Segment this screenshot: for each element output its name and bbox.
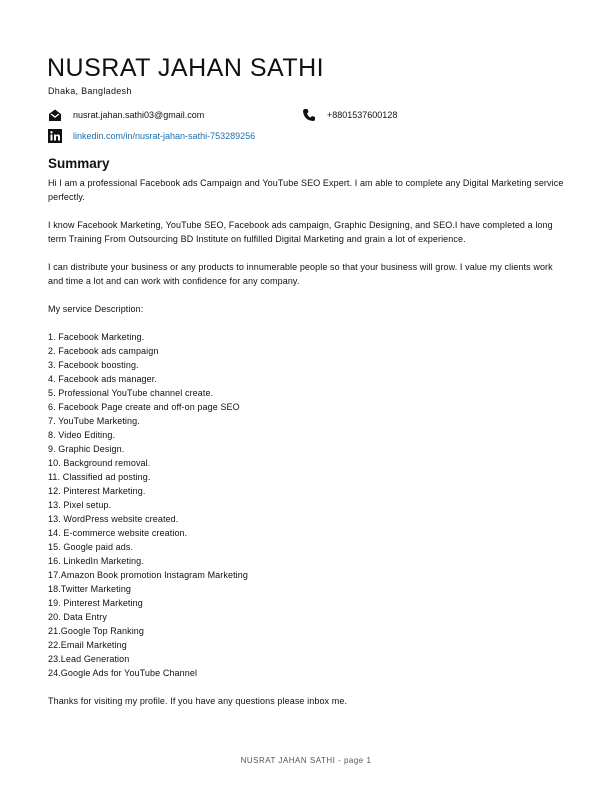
service-item: 1. Facebook Marketing. (48, 332, 145, 342)
service-item: 14. E-commerce website creation. (48, 528, 188, 538)
linkedin-contact (48, 129, 255, 143)
phone-icon (302, 108, 316, 122)
service-item: 20. Data Entry (48, 612, 107, 622)
email-text[interactable]: nusrat.jahan.sathi03@gmail.com (73, 110, 205, 120)
service-item: 6. Facebook Page create and off-on page SEO (48, 402, 240, 412)
linkedin-icon (48, 129, 62, 143)
service-item: 21.Google Top Ranking (48, 626, 145, 636)
summary-heading: Summary (48, 156, 110, 171)
summary-paragraph: I can distribute your business or any products to innumerable people so that your business will grow. I value my clients work and time a lot and can work with confidence for any company. (48, 262, 553, 286)
summary-body (48, 176, 568, 722)
service-item: 19. Pinterest Marketing (48, 598, 143, 608)
service-item: 8. Video Editing. (48, 430, 116, 440)
location: Dhaka, Bangladesh (48, 86, 132, 96)
service-item: 5. Professional YouTube channel create. (48, 388, 214, 398)
service-item: 24.Google Ads for YouTube Channel (48, 668, 198, 678)
service-item: 23.Lead Generation (48, 654, 130, 664)
envelope-icon (48, 108, 62, 122)
services-heading: My service Description: (48, 304, 144, 314)
service-item: 3. Facebook boosting. (48, 360, 139, 370)
candidate-name: NUSRAT JAHAN SATHI (47, 54, 325, 82)
service-item: 17.Amazon Book promotion Instagram Marketing (48, 570, 248, 580)
phone-text: +8801537600128 (327, 110, 398, 120)
service-item: 9. Graphic Design. (48, 444, 125, 454)
linkedin-link[interactable]: linkedin.com/in/nusrat-jahan-sathi-753289256 (73, 131, 256, 141)
email-contact (48, 108, 204, 122)
service-item: 11. Classified ad posting. (48, 472, 151, 482)
service-item: 13. Pixel setup. (48, 500, 112, 510)
service-item: 16. LinkedIn Marketing. (48, 556, 144, 566)
service-item: 4. Facebook ads manager. (48, 374, 157, 384)
service-item: 7. YouTube Marketing. (48, 416, 140, 426)
service-item: 15. Google paid ads. (48, 542, 134, 552)
phone-contact (302, 108, 397, 122)
summary-paragraph: I know Facebook Marketing, YouTube SEO, Facebook ads campaign, Graphic Designing, and SEO.I have completed a long term Training From Outsourcing BD Institute on fulfilled Digital Marketing and grain a lot of experience. (48, 220, 553, 244)
page-footer: NUSRAT JAHAN SATHI - page 1 (240, 756, 372, 765)
service-item: 18.Twitter Marketing (48, 584, 132, 594)
service-item: 12. Pinterest Marketing. (48, 486, 146, 496)
service-item: 2. Facebook ads campaign (48, 346, 159, 356)
summary-paragraph: Hi I am a professional Facebook ads Campaign and YouTube SEO Expert. I am able to complete any Digital Marketing service perfectly. (48, 178, 564, 202)
services-list (48, 330, 568, 680)
service-item: 13. WordPress website created. (48, 514, 179, 524)
service-item: 10. Background removal. (48, 458, 151, 468)
service-item: 22.Email Marketing (48, 640, 127, 650)
closing-text: Thanks for visiting my profile. If you have any questions please inbox me. (48, 696, 348, 706)
